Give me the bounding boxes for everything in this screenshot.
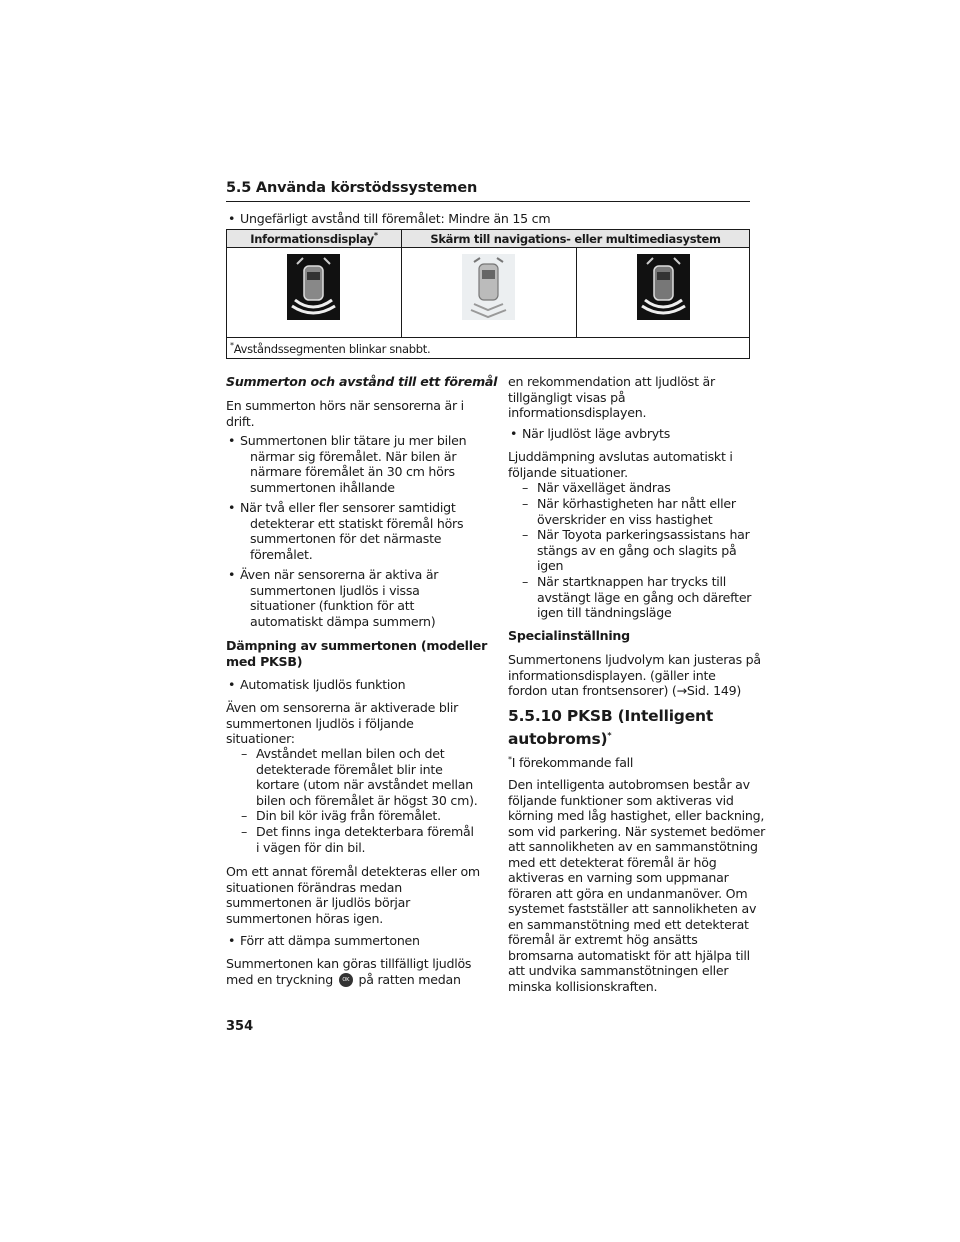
info-display-cell [227,248,402,338]
table-header-info-display: Informationsdisplay* [227,230,402,248]
right-dash-4: – När startknappen har trycks till avstängt läge en gång och därefter igen till tändningsläge [522,574,752,620]
section-header [226,177,750,202]
left-dash-1: – Avståndet mellan bilen och det detekterade föremålet blir inte kortare (utom när avståndet mellan bilen och föremålet är högst 30 cm). [241,746,478,808]
left-bullet-4: • Automatisk ljudlös funktion [228,677,406,692]
left-bullet-5: • Förr att dämpa summertonen [228,933,420,948]
left-bullet-2: • När två eller fler sensorer samtidigt detekterar ett statiskt föremål hörs summertonen för det närmaste föremålet. [228,500,464,562]
nav-screen-cell-1 [402,248,577,338]
left-paragraph-2: Även om sensorerna är aktiverade blir summertonen ljudlös i följande situationer: [226,700,459,746]
left-dash-2: – Din bil kör iväg från föremålet. [241,808,441,823]
distance-table [226,229,750,359]
right-paragraph-4: Den intelligenta autobromsen består av följande funktioner som aktiveras vid körning med låg hastighet, eller backning, som vid parkering. När systemet bedömer att sannolikheten av en sammanstötning med ett detekterat föremål är hög aktiveras en varning som uppmanar föraren att göra en undanmanöver. Om systemet fastställer att sannolikheten av en sammanstötning med ett detekterat föremål är extremt hög ansätts bromsarna automatiskt för att hjälpa till att undvika sammanstötningen eller minska kollisionskraften. [508,777,766,994]
intro-bullet: • Ungefärligt avstånd till föremålet: Mindre än 15 cm [228,211,551,226]
right-dash-1: – När växelläget ändras [522,480,671,495]
right-paragraph-1: en rekommendation att ljudlöst är tillgängligt visas på informationsdisplayen. [508,374,715,420]
ok-button-icon: OK [339,973,353,987]
left-heading-2: Dämpning av summertonen (modeller med PKSB) [226,638,488,669]
left-dash-3: – Det finns inga detekterbara föremål i vägen för din bil. [241,824,474,855]
left-bullet-3: • Även när sensorerna är aktiva är summertonen ljudlös i vissa situationer (funktion för att automatiskt dämpa summern) [228,567,439,629]
left-paragraph-1: En summerton hörs när sensorerna är i drift. [226,398,464,429]
nav-screen-image-dark [637,254,690,320]
right-bullet-1: • När ljudlöst läge avbryts [510,426,671,441]
table-header-nav-screen: Skärm till navigations- eller multimediasystem [402,230,750,248]
left-paragraph-4: Summertonen kan göras tillfälligt ljudlös med en tryckning OK på ratten medan [226,956,472,987]
left-heading-1: Summerton och avstånd till ett föremål [226,374,498,389]
table-footnote: *Avståndssegmenten blinkar snabbt. [227,338,750,359]
footnote-applicable: *I förekommande fall [508,755,634,771]
left-paragraph-3: Om ett annat föremål detekteras eller om situationen förändras medan summertonen är ljudlös börjar summertonen höras igen. [226,864,480,926]
right-dash-3: – När Toyota parkeringsassistans har stängs av en gång och slagits på igen [522,527,750,573]
left-bullet-1: • Summertonen blir tätare ju mer bilen närmar sig föremålet. När bilen är närmare föremålet än 30 cm hörs summertonen ihållande [228,433,467,495]
info-display-image [287,254,340,320]
right-paragraph-2: Ljuddämpning avslutas automatiskt i följande situationer. [508,449,733,480]
section-title: 5.5 Använda körstödssystemen [226,180,478,196]
subsection-title: 5.5.10 PKSB (Intelligent autobroms)* [508,707,714,749]
nav-screen-cell-2 [577,248,750,338]
right-heading-1: Specialinställning [508,628,630,643]
nav-screen-image-light [462,254,515,320]
page-number: 354 [226,1019,254,1034]
right-dash-2: – När körhastigheten har nått eller överskrider en viss hastighet [522,496,736,527]
right-paragraph-3: Summertonens ljudvolym kan justeras på informationsdisplayen. (gäller inte fordon utan frontsensorer) (→Sid. 149) [508,652,761,698]
